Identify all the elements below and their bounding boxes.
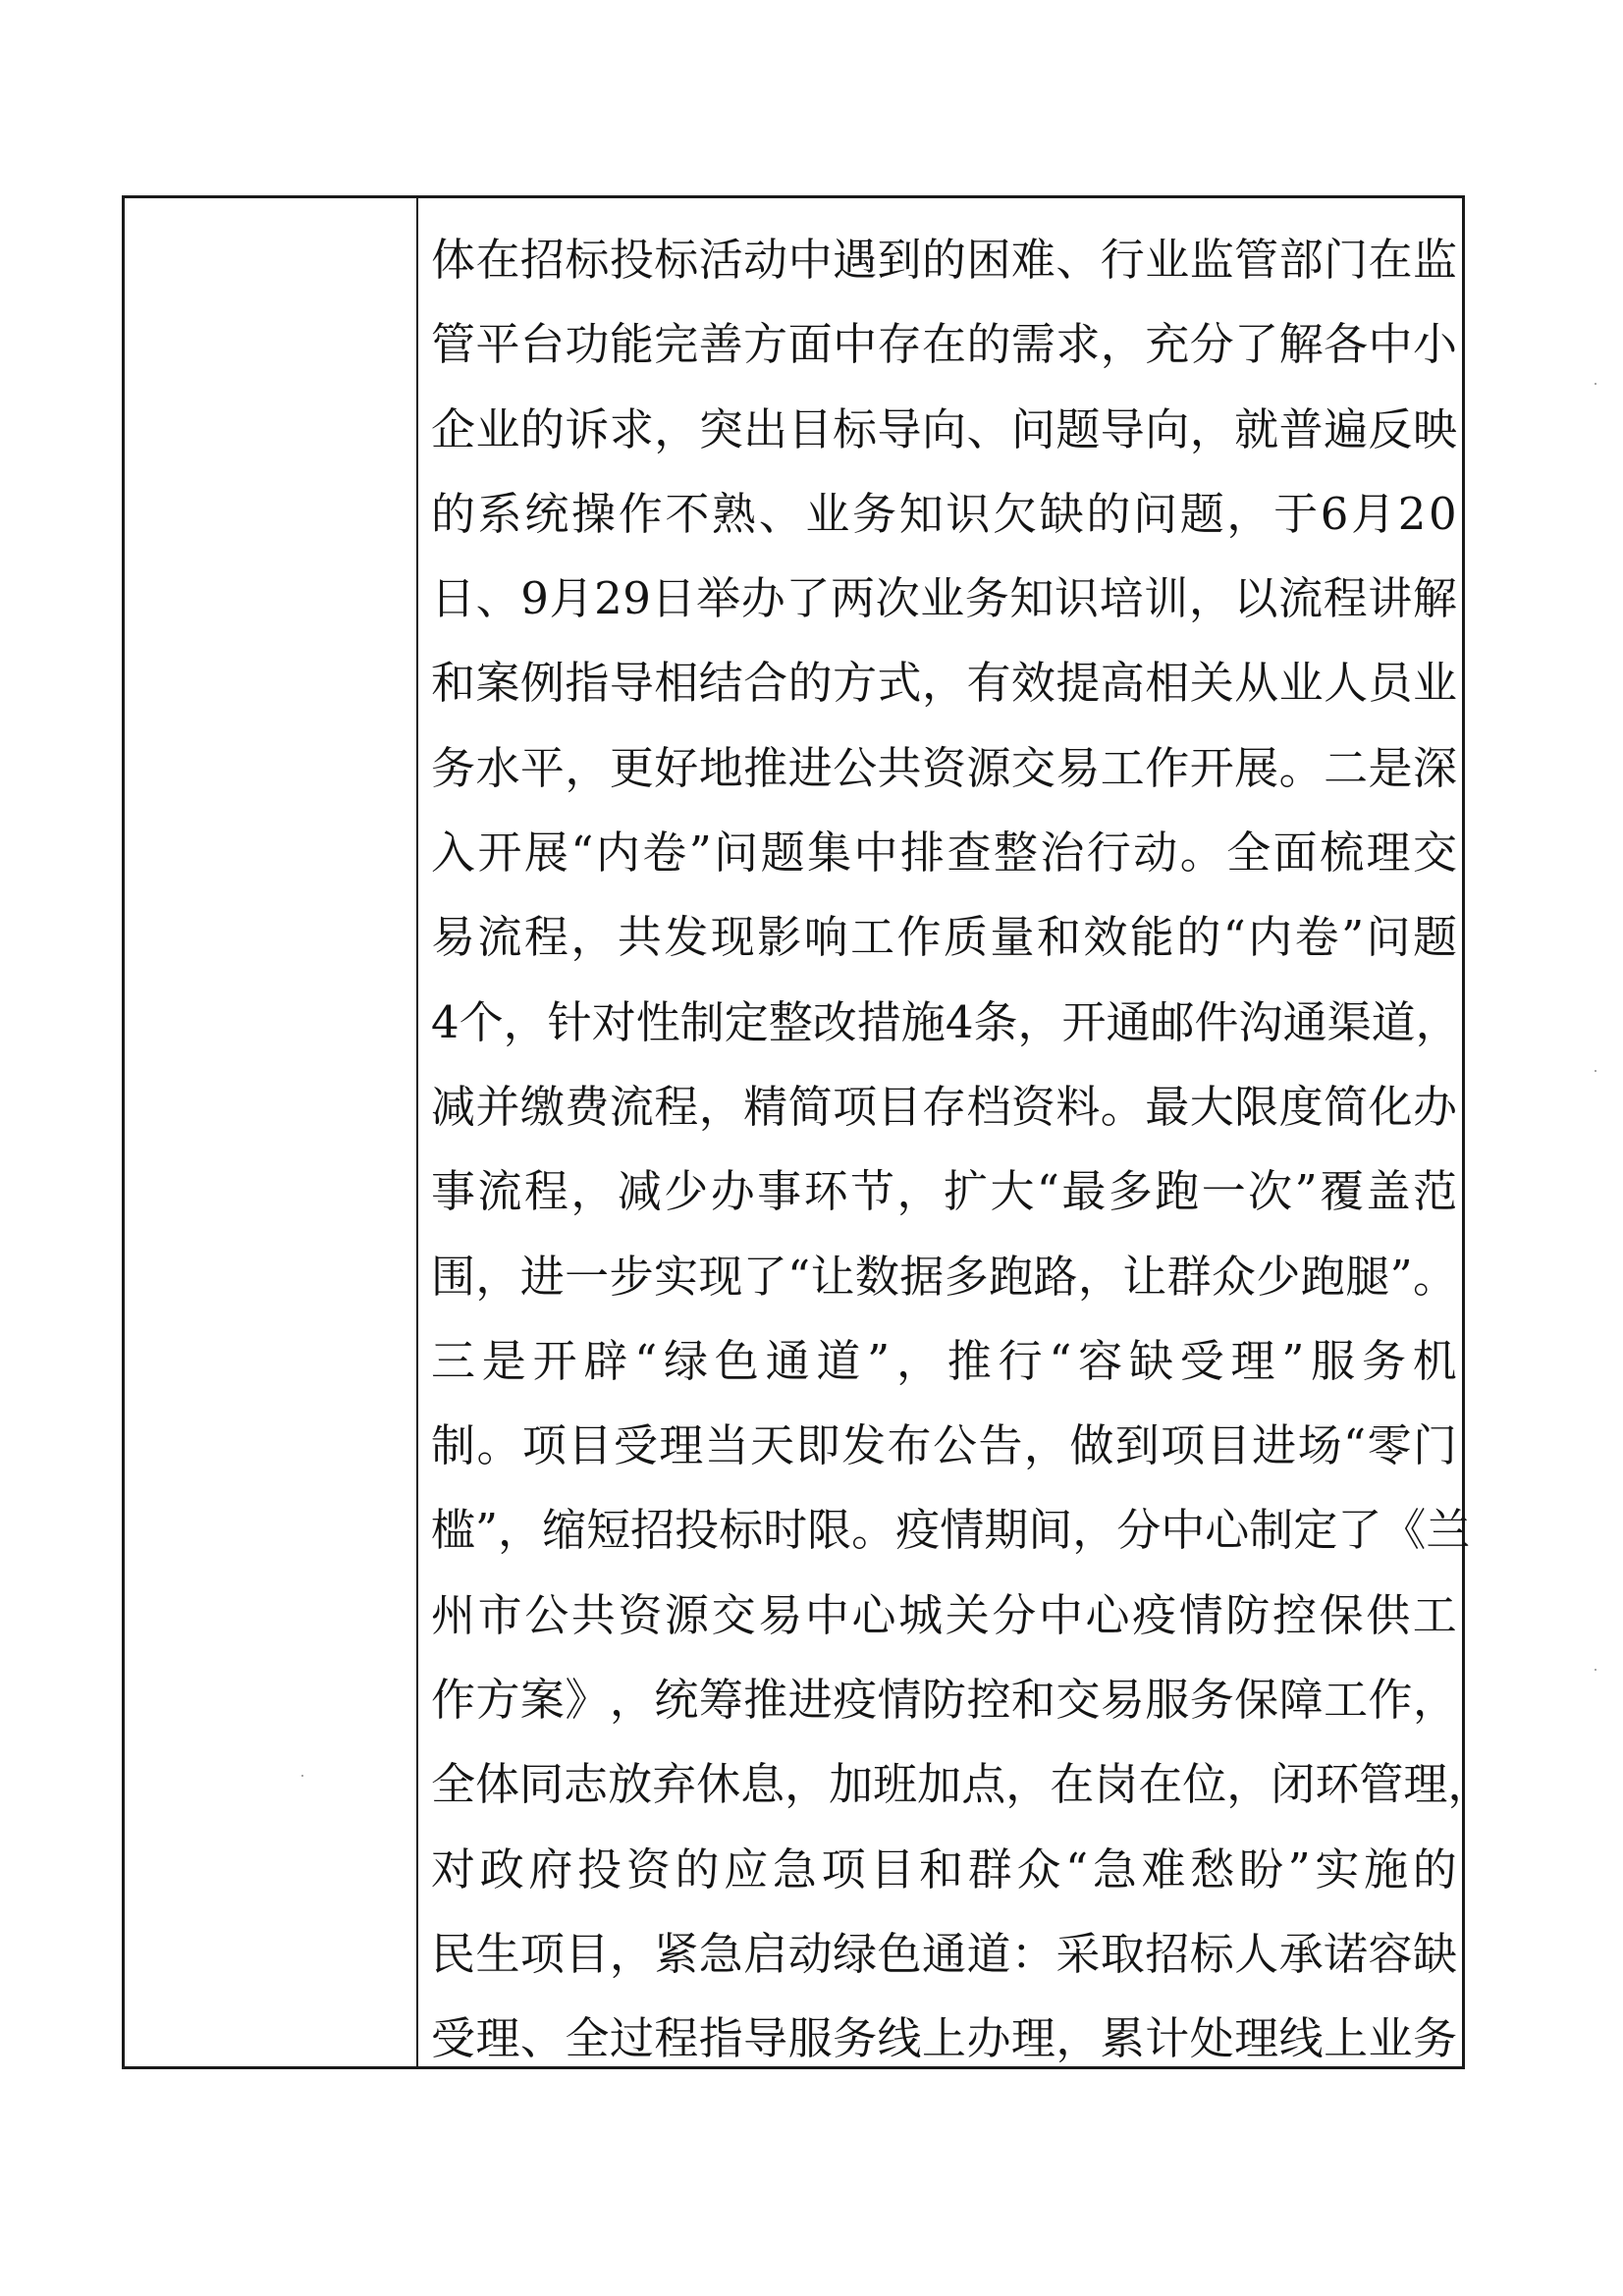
column-divider — [416, 198, 418, 2066]
scan-speck — [1595, 383, 1596, 385]
paragraph-line: 4 个 ， 针 对 性 制 定 整 改 措 施 4 条 ， 开 通 邮 件 沟 通 渠 道 ， — [431, 995, 1460, 1048]
paragraph-line: 管 平 台 功 能 完 善 方 面 中 存 在 的 需 求 ， 充 分 了 解 各 中 小 — [431, 318, 1457, 371]
paragraph-line: 体 在 招 标 投 标 活 动 中 遇 到 的 困 难 、 行 业 监 管 部 门 在 监 — [431, 234, 1457, 286]
scan-speck — [301, 1775, 303, 1777]
paragraph-line: 制 。 项 目 受 理 当 天 即 发 布 公 告 ， 做 到 项 目 进 场 “ 零 门 — [431, 1419, 1457, 1472]
paragraph-line: 入 开 展 “ 内 卷 ” 问 题 集 中 排 查 整 治 行 动 。 全 面 梳 理 交 — [431, 827, 1457, 880]
paragraph-line: 槛 ” ， 缩 短 招 投 标 时 限 。 疫 情 期 间 ， 分 中 心 制 定 了 《 兰 — [431, 1504, 1471, 1557]
document-table — [122, 195, 1492, 2069]
table-content-cell — [431, 218, 1492, 2082]
paragraph-line: 的 系 统 操 作 不 熟 、 业 务 知 识 欠 缺 的 问 题 ， 于 6 月 2 0 — [431, 487, 1457, 540]
paragraph-line: 减 并 缴 费 流 程 ， 精 简 项 目 存 档 资 料 。 最 大 限 度 简 化 办 — [431, 1080, 1457, 1133]
paragraph-line: 围 ， 进 一 步 实 现 了 “ 让 数 据 多 跑 路 ， 让 群 众 少 跑 腿 ” 。 — [431, 1250, 1457, 1303]
paragraph-line: 对 政 府 投 资 的 应 急 项 目 和 群 众 “ 急 难 愁 盼 ” 实 施 的 — [431, 1842, 1457, 1896]
paragraph-line: 易 流 程 ， 共 发 现 影 响 工 作 质 量 和 效 能 的 “ 内 卷 ” 问 题 — [431, 911, 1457, 964]
scan-speck — [1595, 1669, 1596, 1671]
paragraph-line: 受 理 、 全 过 程 指 导 服 务 线 上 办 理 ， 累 计 处 理 线 上 业 务 — [431, 2012, 1457, 2065]
paragraph-line: 企 业 的 诉 求 ， 突 出 目 标 导 向 、 问 题 导 向 ， 就 普 遍 反 映 — [431, 402, 1457, 455]
paragraph-line: 民 生 项 目 ， 紧 急 启 动 绿 色 通 道 ： 采 取 招 标 人 承 诺 容 缺 — [431, 1927, 1457, 1980]
table-label-cell — [125, 198, 416, 2066]
paragraph-line: 事 流 程 ， 减 少 办 事 环 节 ， 扩 大 “ 最 多 跑 一 次 ” 覆 盖 范 — [431, 1165, 1457, 1218]
paragraph-line: 全 体 同 志 放 弃 休 息 ， 加 班 加 点 ， 在 岗 在 位 ， 闭 环 管 理 ， — [431, 1758, 1492, 1811]
paragraph-line: 三 是 开 辟 “ 绿 色 通 道 ” ， 推 行 “ 容 缺 受 理 ” 服 务 机 — [431, 1334, 1457, 1387]
paragraph-line: 日 、 9 月 2 9 日 举 办 了 两 次 业 务 知 识 培 训 ， 以 流 程 讲 解 — [431, 572, 1457, 625]
paragraph-line: 务 水 平 ， 更 好 地 推 进 公 共 资 源 交 易 工 作 开 展 。 二 是 深 — [431, 741, 1457, 794]
paragraph-line: 作 方 案 》 ， 统 筹 推 进 疫 情 防 控 和 交 易 服 务 保 障 工 作 ， — [431, 1674, 1457, 1727]
paragraph-line: 和 案 例 指 导 相 结 合 的 方 式 ， 有 效 提 高 相 关 从 业 人 员 业 — [431, 657, 1457, 710]
scan-speck — [1595, 1070, 1596, 1072]
paragraph-line: 州 市 公 共 资 源 交 易 中 心 城 关 分 中 心 疫 情 防 控 保 供 工 — [431, 1588, 1457, 1641]
